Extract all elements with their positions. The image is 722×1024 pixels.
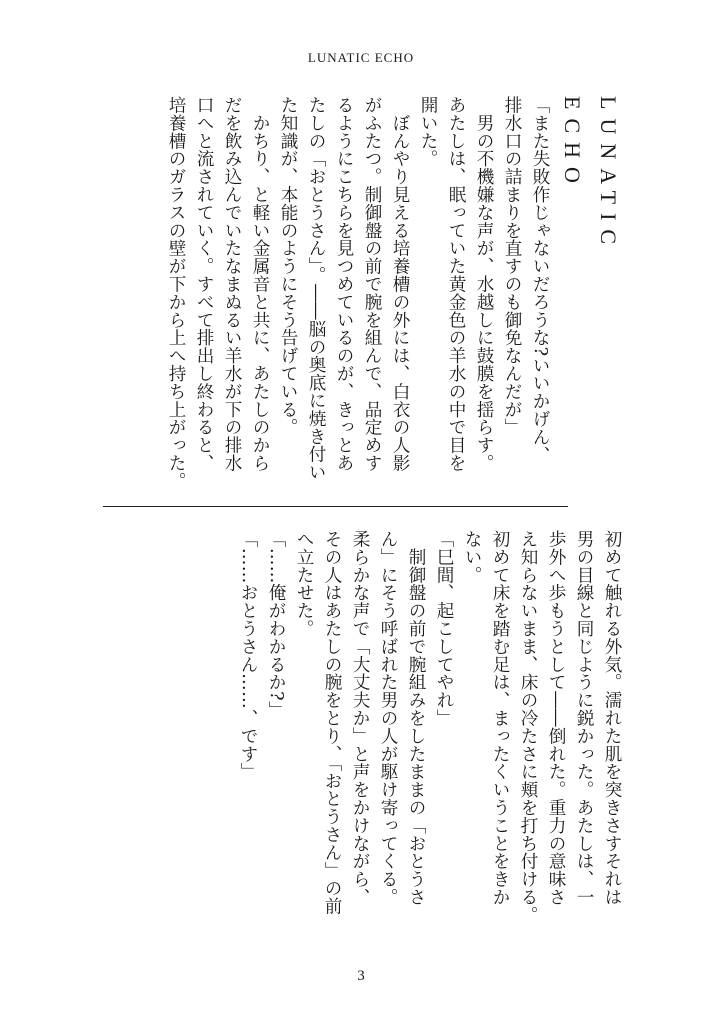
text-line: 「巳間、起こしてやれ」 [434,530,454,727]
text-line: た知識が、本能のようにそう告げている。 [278,96,298,437]
text-line: 初めて床を踏む足は、まったくいうことをきか [490,530,510,906]
text-line: 歩外へ歩もうとして――倒れた。重力の意味さ [546,530,566,906]
page-number: 3 [357,968,365,984]
text-line: かちり、と軽い金属音と共に、あたしのから [250,96,270,472]
story-title: LUNATIC ECHO [560,96,621,254]
text-line: 排水口の詰まりを直すのも御免なんだが」 [502,96,522,437]
text-line: がふたつ。制御盤の前で腕を組んで、品定めす [362,96,382,472]
text-line: 開いた。 [418,96,438,168]
text-line: あたしは、眠っていた黄金色の羊水の中で目を [446,96,466,472]
text-line: たしの「おとうさん」。――脳の奥底に焼き付い [306,96,326,481]
text-line: ん」にそう呼ばれた男の人が駆け寄ってくる。 [378,530,398,906]
text-line: 口へと流されていく。すべて排出し終わると、 [194,96,214,472]
text-line: 男の目線と同じように鋭かった。あたしは、一 [574,530,594,906]
text-line: るようにこちらを見つめているのが、きっとあ [334,96,354,472]
text-line: へ立たせた。 [294,530,314,638]
text-line: だを飲み込んでいたなまぬるい羊水が下の排水 [222,96,242,472]
text-line: 柔らかな声で「大丈夫か」と声をかけながら、 [350,530,370,906]
lower-text-block [150,530,626,930]
section-divider [103,506,568,507]
text-line: 制御盤の前で腕組みをしたままの「おとうさ [406,530,426,906]
text-line: ない。 [462,530,482,584]
running-header: LUNATIC ECHO [307,50,415,65]
text-line: 「また失敗作じゃないだろうな?いいかげん、 [530,96,550,464]
upper-text-block [134,96,554,491]
text-line: 培養槽のガラスの壁が下から上へ持ち上がった。 [166,96,186,490]
text-line: 初めて触れる外気。濡れた肌を突きさすそれは [602,530,622,906]
text-line: 男の不機嫌な声が、水越しに鼓膜を揺らす。 [474,96,494,472]
text-line: その人はあたしの腕をとり、「おとうさん」の前 [322,530,342,915]
text-line: ぼんやり見える培養槽の外には、白衣の人影 [390,96,410,472]
text-line: 「……おとうさん……、です」 [238,530,258,781]
text-line: 「……俺がわかるか?」 [266,530,286,719]
text-line: え知らないまま、床の冷たさに頬を打ち付ける。 [518,530,538,924]
